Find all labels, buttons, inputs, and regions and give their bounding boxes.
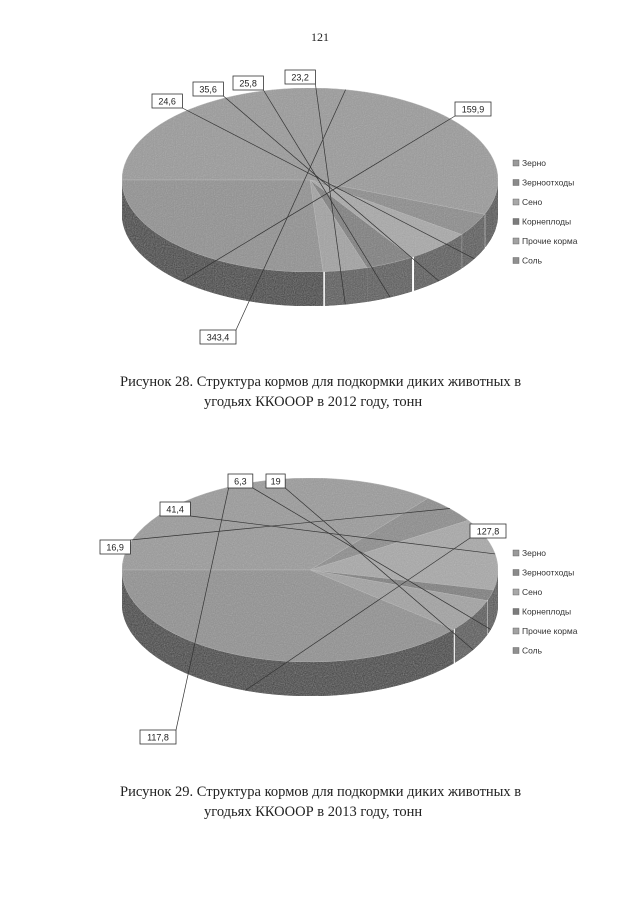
pie-top [122, 88, 498, 272]
data-label: 117,8 [147, 732, 169, 743]
pie-chart-2012 [0, 62, 640, 362]
data-label: 159,9 [461, 104, 485, 115]
caption-line-1: Рисунок 29. Структура кормов для подкормки диких животных в [120, 784, 522, 800]
caption-line-2: угодьях ККОООР в 2012 году, тонн [204, 394, 423, 410]
legend-item: Зерно [522, 548, 547, 558]
legend-swatch [513, 648, 519, 654]
figure-caption-28 [120, 372, 580, 412]
legend-swatch [513, 609, 519, 615]
data-label: 24,6 [158, 96, 176, 107]
figure-caption-29 [120, 782, 580, 822]
legend [513, 548, 578, 656]
legend-swatch [513, 570, 519, 576]
legend-swatch [513, 589, 519, 595]
legend-swatch [513, 628, 519, 634]
legend-item: Соль [522, 645, 543, 656]
data-label: 127,8 [476, 526, 500, 537]
legend-item: Сено [522, 587, 543, 597]
legend-item: Корнеплоды [522, 606, 572, 617]
legend-item: Прочие корма [522, 236, 578, 246]
legend-swatch [513, 219, 519, 225]
legend-item: Сено [522, 197, 543, 207]
data-label: 6,3 [234, 476, 247, 487]
pie-chart-2013 [0, 460, 640, 760]
legend-swatch [513, 160, 519, 166]
legend-item: Соль [522, 255, 543, 266]
data-label: 19 [270, 476, 281, 487]
data-label: 41,4 [166, 504, 184, 515]
legend-item: Корнеплоды [522, 216, 572, 227]
page-number: 121 [311, 30, 329, 44]
caption-line-2: угодьях ККОООР в 2013 году, тонн [204, 804, 423, 820]
caption-line-1: Рисунок 28. Структура кормов для подкормки диких животных в [120, 374, 522, 390]
legend-item: Зерно [522, 158, 547, 168]
data-label: 25,8 [239, 78, 257, 89]
legend-swatch [513, 180, 519, 186]
data-label: 343,4 [206, 332, 230, 343]
legend-swatch [513, 258, 519, 264]
legend-item: Зерноотходы [522, 177, 575, 188]
legend-swatch [513, 199, 519, 205]
legend-item: Прочие корма [522, 626, 578, 636]
data-label: 23,2 [291, 72, 309, 83]
legend-swatch [513, 550, 519, 556]
legend-swatch [513, 238, 519, 244]
legend [513, 158, 578, 266]
pie-side-5 [325, 268, 367, 306]
data-label: 16,9 [106, 542, 124, 553]
data-label: 35,6 [199, 84, 217, 95]
legend-item: Зерноотходы [522, 567, 575, 578]
